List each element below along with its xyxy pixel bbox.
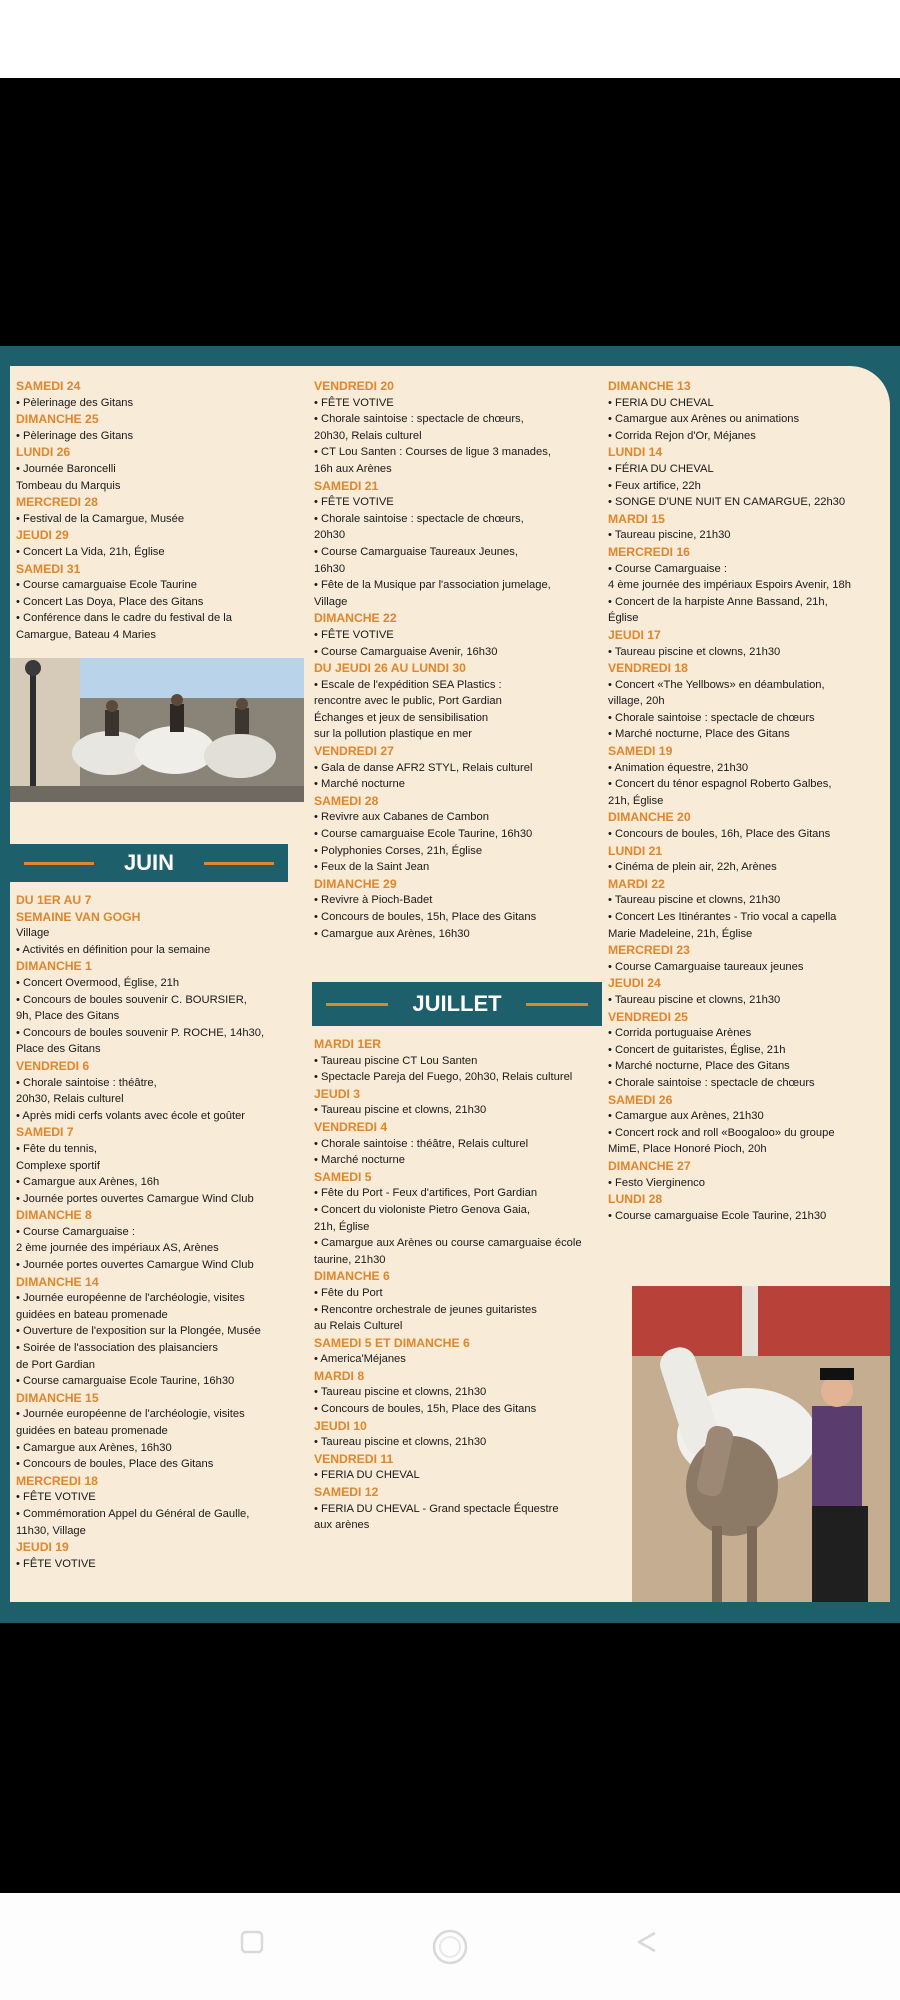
- event-date-heading: MERCREDI 28: [16, 495, 98, 510]
- event-date-heading: JEUDI 10: [314, 1418, 367, 1433]
- event-item: • Camargue aux Arènes, 16h30: [314, 926, 604, 943]
- event-item-continuation: au Relais Culturel: [314, 1320, 403, 1333]
- event-date-heading: JEUDI 3: [314, 1086, 361, 1101]
- event-item: • Concours de boules souvenir C. BOURSIER,: [16, 992, 306, 1009]
- event-date-heading: MERCREDI 16: [608, 544, 690, 559]
- event-item: • Taureau piscine et clowns, 21h30: [314, 1384, 610, 1401]
- month-title-juin: JUIN: [123, 850, 175, 875]
- event-item: • Concert «The Yellbows» en déambulation,: [608, 677, 890, 694]
- month-header-juillet: [312, 982, 602, 1026]
- event-item: • America'Méjanes: [314, 1351, 610, 1368]
- event-item: • Camargue aux Arènes, 16h: [16, 1174, 306, 1191]
- event-item-continuation: Église: [608, 612, 639, 625]
- event-item: • Taureau piscine, 21h30: [608, 527, 890, 544]
- event-item: • Animation équestre, 21h30: [608, 760, 890, 777]
- event-item: • Soirée de l'association des plaisanciers: [16, 1340, 306, 1357]
- event-item-continuation: taurine, 21h30: [314, 1253, 386, 1266]
- column-may-end: [16, 378, 306, 644]
- event-date-heading: DIMANCHE 25: [16, 412, 99, 427]
- event-date-heading: DIMANCHE 6: [314, 1269, 390, 1284]
- event-date-heading: LUNDI 26: [16, 445, 71, 460]
- month-header-juin: [10, 844, 288, 882]
- event-item: • Journée européenne de l'archéologie, visites: [16, 1406, 306, 1423]
- event-item-continuation: guidées en bateau promenade: [16, 1425, 168, 1437]
- event-item: • Chorale saintoise : théâtre,: [16, 1075, 306, 1092]
- event-item: • Course Camarguaise Avenir, 16h30: [314, 644, 604, 661]
- event-item: • Concert Overmood, Église, 21h: [16, 975, 306, 992]
- event-item-continuation: 4 ème journée des impériaux Espoirs Avenir, 18h: [608, 579, 851, 592]
- event-item: • Fête du Port - Feux d'artifices, Port Gardian: [314, 1185, 610, 1202]
- event-item: • FERIA DU CHEVAL - Grand spectacle Équestre: [314, 1501, 610, 1518]
- event-item-continuation: guidées en bateau promenade: [16, 1308, 168, 1321]
- event-item: • Fête du tennis,: [16, 1141, 306, 1158]
- event-item: • FERIA DU CHEVAL: [314, 1467, 610, 1484]
- event-item: • Ouverture de l'exposition sur la Plongée, Musée: [16, 1323, 306, 1340]
- event-date-heading: DU JEUDI 26 AU LUNDI 30: [314, 661, 466, 676]
- event-item: • FÊTE VOTIVE: [314, 494, 604, 511]
- event-item: • Course camarguaise Ecole Taurine, 16h30: [16, 1373, 306, 1390]
- event-item: • FÊTE VOTIVE: [314, 627, 604, 644]
- event-item: • Spectacle Pareja del Fuego, 20h30, Relais culturel: [314, 1069, 610, 1086]
- event-item: • Marché nocturne, Place des Gitans: [608, 1058, 890, 1075]
- event-date-heading: SAMEDI 31: [16, 561, 81, 576]
- event-item-continuation: Camargue, Bateau 4 Maries: [16, 628, 156, 641]
- event-date-heading: VENDREDI 25: [608, 1009, 688, 1024]
- event-date-heading: VENDREDI 4: [314, 1119, 388, 1134]
- event-item-continuation: 16h aux Arènes: [314, 462, 392, 475]
- event-item: • Pèlerinage des Gitans: [16, 395, 306, 412]
- event-date-heading: DIMANCHE 29: [314, 876, 397, 891]
- event-item: • FERIA DU CHEVAL: [608, 395, 890, 412]
- event-item-continuation: Place des Gitans: [16, 1043, 101, 1056]
- photo-woman-with-horses: [632, 1286, 890, 1602]
- event-date-heading: DIMANCHE 15: [16, 1390, 99, 1405]
- event-date-heading: DIMANCHE 20: [608, 810, 691, 825]
- event-item: • Course Camarguaise :: [608, 561, 890, 578]
- event-date-heading: DIMANCHE 1: [16, 959, 92, 974]
- event-item: • Taureau piscine et clowns, 21h30: [608, 992, 890, 1009]
- event-item: • Chorale saintoise : spectacle de chœurs: [608, 710, 890, 727]
- home-icon[interactable]: [428, 1925, 468, 1965]
- event-item: • Concours de boules, 16h, Place des Gitans: [608, 826, 890, 843]
- event-item: • Course camarguaise Ecole Taurine, 16h30: [314, 826, 604, 843]
- event-item: • Journée portes ouvertes Camargue Wind Club: [16, 1257, 306, 1274]
- event-date-heading: VENDREDI 18: [608, 661, 688, 676]
- event-item: • Rencontre orchestrale de jeunes guitaristes: [314, 1302, 610, 1319]
- event-item: • Gala de danse AFR2 STYL, Relais culturel: [314, 760, 604, 777]
- event-date-heading: JEUDI 19: [16, 1540, 69, 1555]
- event-item-continuation: aux arènes: [314, 1519, 370, 1532]
- event-item: • Journée Baroncelli: [16, 461, 306, 478]
- event-item: • Escale de l'expédition SEA Plastics :: [314, 677, 604, 694]
- event-date-heading: DIMANCHE 8: [16, 1208, 92, 1223]
- event-date-heading: DIMANCHE 13: [608, 379, 691, 393]
- event-item: • Concours de boules, Place des Gitans: [16, 1456, 306, 1473]
- event-item: • Concours de boules souvenir P. ROCHE, 14h30,: [16, 1025, 306, 1042]
- column-july-first-part: [314, 1036, 610, 1534]
- event-item-continuation: 21h, Église: [314, 1220, 370, 1233]
- event-item: • Chorale saintoise : spectacle de chœurs: [608, 1075, 890, 1092]
- event-item: • Camargue aux Arènes ou course camarguaise école: [314, 1235, 610, 1252]
- event-date-heading: VENDREDI 6: [16, 1058, 90, 1073]
- event-item: • Camargue aux Arènes, 21h30: [608, 1108, 890, 1125]
- event-item-continuation: 2 ème journée des impériaux AS, Arènes: [16, 1242, 219, 1255]
- event-item: • FÉRIA DU CHEVAL: [608, 461, 890, 478]
- event-date-heading: MERCREDI 18: [16, 1473, 98, 1488]
- event-item-continuation: Village: [16, 927, 50, 940]
- event-date-heading: SAMEDI 24: [16, 379, 81, 393]
- column-july-second-part: [608, 378, 890, 1224]
- event-date-heading: VENDREDI 20: [314, 379, 394, 393]
- column-june-first-half: [16, 892, 306, 1572]
- event-date-heading: SAMEDI 28: [314, 793, 379, 808]
- event-date-heading: MERCREDI 23: [608, 943, 690, 958]
- event-item: • Concert Las Doya, Place des Gitans: [16, 594, 306, 611]
- event-item-continuation: 20h30, Relais culturel: [314, 429, 422, 442]
- event-item-continuation: 21h, Église: [608, 794, 664, 807]
- event-date-heading: SAMEDI 21: [314, 478, 379, 493]
- event-item: • Course camarguaise Ecole Taurine, 21h30: [608, 1208, 890, 1225]
- event-item: • Course Camarguaise taureaux jeunes: [608, 959, 890, 976]
- event-item: • Chorale saintoise : théâtre, Relais culturel: [314, 1136, 610, 1153]
- event-item: • Concert de guitaristes, Église, 21h: [608, 1042, 890, 1059]
- event-item: • Après midi cerfs volants avec école et goûter: [16, 1108, 306, 1125]
- event-item: • Marché nocturne: [314, 776, 604, 793]
- event-item: • Course Camarguaise Taureaux Jeunes,: [314, 544, 604, 561]
- month-title-juillet: JUILLET: [412, 991, 502, 1016]
- event-date-heading: JEUDI 29: [16, 528, 69, 543]
- event-item: • FÊTE VOTIVE: [16, 1556, 306, 1573]
- event-date-heading: JEUDI 17: [608, 627, 661, 642]
- event-item: • Concert du ténor espagnol Roberto Galbes,: [608, 776, 890, 793]
- event-item: • Concert du violoniste Pietro Genova Gaia,: [314, 1202, 610, 1219]
- event-item-continuation: Village: [314, 595, 348, 608]
- event-item-continuation: Échanges et jeux de sensibilisation: [314, 711, 489, 724]
- system-navigation-bar: [0, 1893, 900, 2000]
- top-black-bar: [0, 78, 900, 346]
- back-icon[interactable]: [626, 1925, 666, 1965]
- event-item: • Concert Les Itinérantes - Trio vocal a capella: [608, 909, 890, 926]
- event-date-heading: MARDI 15: [608, 511, 665, 526]
- event-item-continuation: 20h30: [314, 529, 346, 542]
- event-item-continuation: Tombeau du Marquis: [16, 479, 121, 492]
- event-item: • Taureau piscine et clowns, 21h30: [314, 1102, 610, 1119]
- event-item: • Journée portes ouvertes Camargue Wind Club: [16, 1191, 306, 1208]
- event-item: • Commémoration Appel du Général de Gaulle,: [16, 1506, 306, 1523]
- event-item-continuation: MimE, Place Honoré Pioch, 20h: [608, 1143, 767, 1156]
- event-item: • Camargue aux Arènes ou animations: [608, 411, 890, 428]
- event-item: • Concert rock and roll «Boogaloo» du groupe: [608, 1125, 890, 1142]
- event-item: • Activités en définition pour la semaine: [16, 942, 306, 959]
- event-date-heading: SAMEDI 12: [314, 1485, 379, 1500]
- event-item: • Revivre aux Cabanes de Cambon: [314, 809, 604, 826]
- event-date-heading: MARDI 22: [608, 876, 665, 891]
- event-item: • Course Camarguaise :: [16, 1224, 306, 1241]
- poster-page: [10, 366, 890, 1602]
- event-item: • Festival de la Camargue, Musée: [16, 511, 306, 528]
- event-item-continuation: 20h30, Relais culturel: [16, 1093, 124, 1106]
- event-date-heading: DIMANCHE 22: [314, 611, 397, 626]
- event-date-heading: LUNDI 21: [608, 843, 663, 858]
- event-item: • Marché nocturne, Place des Gitans: [608, 726, 890, 743]
- event-item-continuation: Marie Madeleine, 21h, Église: [608, 927, 753, 940]
- event-item-continuation: 9h, Place des Gitans: [16, 1010, 120, 1023]
- event-item: • Fête du Port: [314, 1285, 610, 1302]
- event-item: • Concours de boules, 15h, Place des Gitans: [314, 909, 604, 926]
- event-item: • Pèlerinage des Gitans: [16, 428, 306, 445]
- recent-apps-icon[interactable]: [232, 1925, 272, 1965]
- event-item: • Concours de boules, 15h, Place des Gitans: [314, 1401, 610, 1418]
- event-date-heading: MARDI 8: [314, 1368, 365, 1383]
- event-item: • Taureau piscine et clowns, 21h30: [314, 1434, 610, 1451]
- event-item: • Fête de la Musique par l'association jumelage,: [314, 577, 604, 594]
- event-date-heading: VENDREDI 11: [314, 1451, 394, 1466]
- event-date-heading: SAMEDI 19: [608, 744, 673, 759]
- event-item: • Feux artifice, 22h: [608, 478, 890, 495]
- event-item: • Chorale saintoise : spectacle de chœurs,: [314, 511, 604, 528]
- event-item-continuation: sur la pollution plastique en mer: [314, 728, 472, 741]
- event-date-heading: SAMEDI 7: [16, 1125, 74, 1140]
- event-item: • Concert La Vida, 21h, Église: [16, 544, 306, 561]
- event-date-heading: LUNDI 28: [608, 1192, 663, 1207]
- event-item: • CT Lou Santen : Courses de ligue 3 manades,: [314, 444, 604, 461]
- event-item-continuation: rencontre avec le public, Port Gardian: [314, 695, 502, 708]
- event-item-continuation: 16h30: [314, 562, 346, 575]
- event-date-heading: MARDI 1ER: [314, 1037, 382, 1051]
- event-date-heading: SAMEDI 26: [608, 1092, 673, 1107]
- event-item: • Taureau piscine et clowns, 21h30: [608, 644, 890, 661]
- event-item-continuation: 11h30, Village: [16, 1524, 86, 1537]
- event-item: • Camargue aux Arènes, 16h30: [16, 1440, 306, 1457]
- event-item: • Chorale saintoise : spectacle de chœurs,: [314, 411, 604, 428]
- event-item: • Corrida Rejon d'Or, Méjanes: [608, 428, 890, 445]
- event-item: • FÊTE VOTIVE: [16, 1489, 306, 1506]
- event-date-heading: DIMANCHE 14: [16, 1274, 99, 1289]
- event-item: • Taureau piscine et clowns, 21h30: [608, 892, 890, 909]
- event-date-heading: SAMEDI 5: [314, 1169, 372, 1184]
- event-date-heading: DU 1ER AU 7: [16, 893, 92, 907]
- event-date-heading: SAMEDI 5 ET DIMANCHE 6: [314, 1335, 470, 1350]
- event-date-heading: VENDREDI 27: [314, 744, 394, 759]
- event-item: • Conférence dans le cadre du festival de la: [16, 610, 306, 627]
- event-item: • Journée européenne de l'archéologie, visites: [16, 1290, 306, 1307]
- event-item: • Cinéma de plein air, 22h, Arènes: [608, 859, 890, 876]
- event-item: • Course camarguaise Ecole Taurine: [16, 577, 306, 594]
- event-item: • Revivre à Pioch-Badet: [314, 892, 604, 909]
- event-date-heading: LUNDI 14: [608, 445, 663, 460]
- event-item: • Marché nocturne: [314, 1152, 610, 1169]
- bottom-black-bar: [0, 1623, 900, 1893]
- column-june-second-half: [314, 378, 604, 942]
- event-item: • Festo Vierginenco: [608, 1175, 890, 1192]
- event-item-continuation: de Port Gardian: [16, 1358, 95, 1371]
- event-date-heading: SEMAINE VAN GOGH: [16, 909, 141, 924]
- event-date-heading: DIMANCHE 27: [608, 1158, 691, 1173]
- event-item: • FÊTE VOTIVE: [314, 395, 604, 412]
- event-date-heading: JEUDI 24: [608, 976, 661, 991]
- event-item-continuation: Complexe sportif: [16, 1159, 100, 1172]
- event-item: • Concert de la harpiste Anne Bassand, 21h,: [608, 594, 890, 611]
- photo-riders-horses: [10, 658, 304, 802]
- event-item: • Polyphonies Corses, 21h, Église: [314, 843, 604, 860]
- event-item-continuation: village, 20h: [608, 695, 665, 708]
- event-item: • Corrida portuguaise Arènes: [608, 1025, 890, 1042]
- event-item: • SONGE D'UNE NUIT EN CAMARGUE, 22h30: [608, 494, 890, 511]
- event-item: • Feux de la Saint Jean: [314, 859, 604, 876]
- event-item: • Taureau piscine CT Lou Santen: [314, 1053, 610, 1070]
